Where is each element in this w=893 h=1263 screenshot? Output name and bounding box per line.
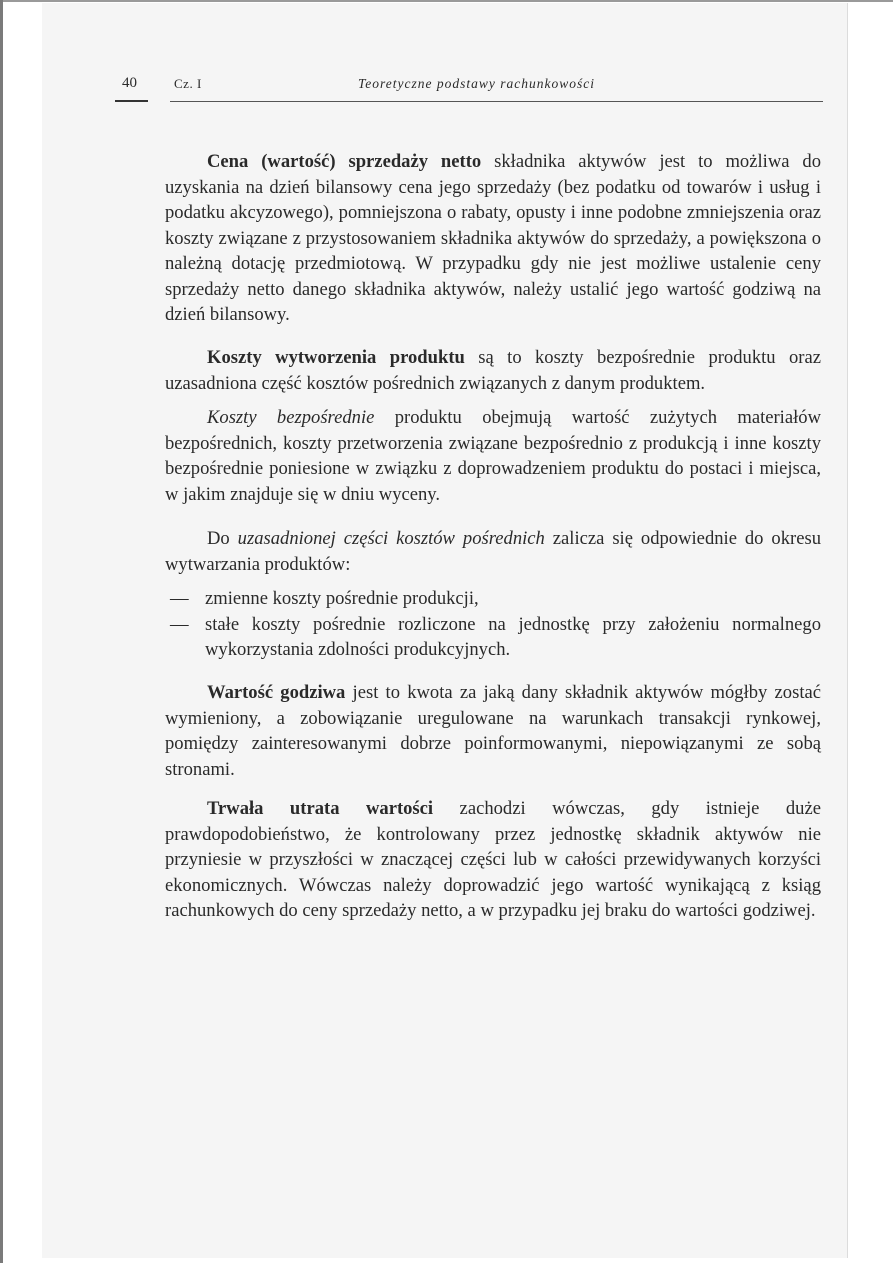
part-label: Cz. I xyxy=(174,76,202,91)
paragraph-text: produktu obejmują wartość zużytych materiałów bezpośrednich, koszty przetworzenia związane bezpośrednio z produkcją i inne koszty bezpośrednie poniesione w związku z doprowadzeniem produktu do postaci i miejsca, w jakim znajduje się w dniu wyceny. xyxy=(165,407,821,505)
paragraph-lead: Do xyxy=(207,528,238,549)
dash-marker: — xyxy=(170,588,189,609)
running-head xyxy=(118,75,823,97)
paragraph-net-selling-price xyxy=(165,149,821,328)
paragraph-text: składnika aktywów jest to możliwa do uzyskania na dzień bilansowy cena jego sprzedaży (bez podatku od towarów i usług i podatku akcyzowego), pomniejszona o rabaty, opusty i inne podobne zmniejszenia oraz koszty związane z przystosowaniem składnika aktywów do sprzedaży, a powiększona o należną dotację przedmiotową. W przypadku gdy nie jest możliwe ustalenie ceny sprzedaży netto danego składnika aktywów, należy ustalić jego wartość godziwą na dzień bilansowy. xyxy=(165,151,822,325)
indirect-costs-list xyxy=(165,586,821,663)
page-number: 40 xyxy=(122,75,137,91)
list-item xyxy=(165,612,821,663)
header-rule xyxy=(170,101,823,102)
scan-edge-left xyxy=(0,0,3,1263)
paragraph-direct-costs xyxy=(165,405,821,507)
paragraph-impairment xyxy=(165,796,821,924)
paragraph-production-cost xyxy=(165,345,821,396)
paragraph-text: zachodzi wówczas, gdy istnieje duże prawdopodobieństwo, że kontrolowany przez jednostkę składnik aktywów nie przyniesie w przyszłości w znaczącej części lub w całości przewidywanych korzyści ekonomicznych. Wówczas należy doprowadzić jego wartość wynikającą z ksiąg rachunkowych do ceny sprzedaży netto, a w przypadku jej braku do wartości godziwej. xyxy=(165,798,821,921)
term-impairment: Trwała utrata wartości xyxy=(207,798,434,819)
scan-edge-top xyxy=(0,0,893,2)
list-item xyxy=(165,586,821,612)
paragraph-text: są to koszty bezpośrednie produktu oraz uzasadniona część kosztów pośrednich związanych z danym produktem. xyxy=(165,347,821,394)
dash-marker: — xyxy=(170,613,189,635)
paragraph-text: zalicza się odpowiednie do okresu wytwarzania produktów: xyxy=(165,528,821,575)
header-rule-short xyxy=(115,100,148,102)
list-item-text: stałe koszty pośrednie rozliczone na jednostkę przy założeniu normalnego wykorzystania zdolności produkcyjnych. xyxy=(205,613,821,660)
term-indirect-costs: uzasadnionej części kosztów pośrednich xyxy=(237,528,545,549)
paragraph-fair-value xyxy=(165,680,821,782)
term-net-selling-price: Cena (wartość) sprzedaży netto xyxy=(207,151,482,172)
paragraph-indirect-costs xyxy=(165,526,821,577)
list-item-text: zmienne koszty pośrednie produkcji, xyxy=(205,588,479,609)
term-production-cost: Koszty wytworzenia produktu xyxy=(207,347,465,368)
term-direct-costs: Koszty bezpośrednie xyxy=(207,407,375,428)
paragraph-text: jest to kwota za jaką dany składnik aktywów mógłby zostać wymieniony, a zobowiązanie uregulowane na warunkach transakcji rynkowej, pomiędzy zainteresowanymi dobrze poinformowanymi, niepowiązanymi ze sobą stronami. xyxy=(165,682,821,780)
running-title: Teoretyczne podstawy rachunkowości xyxy=(358,76,595,91)
term-fair-value: Wartość godziwa xyxy=(207,682,346,703)
